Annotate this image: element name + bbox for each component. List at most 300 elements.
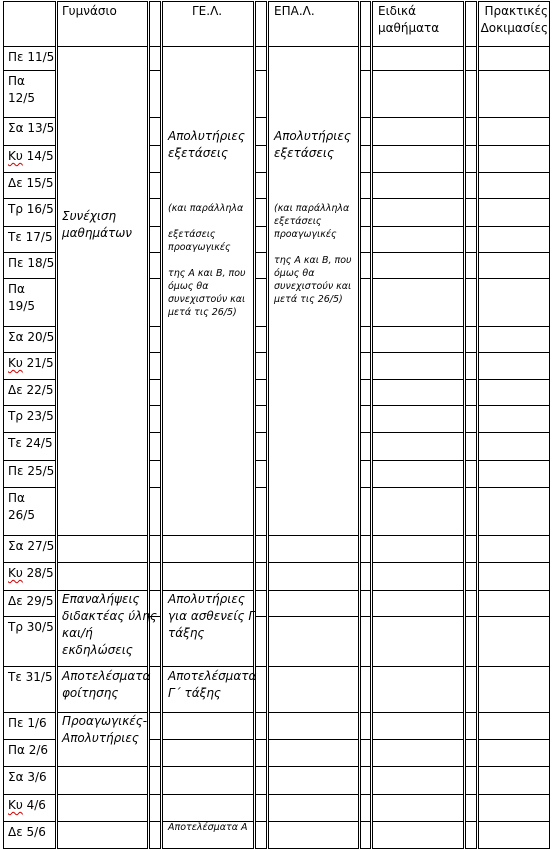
- day-abbrev: Τε: [8, 436, 22, 450]
- g1-cell-right: [160, 460, 161, 488]
- gymnasio-block-right: [147, 535, 148, 563]
- pra-cell-left: [478, 326, 479, 353]
- pra-cell-left: [478, 666, 479, 713]
- g4-cell-left: [465, 352, 466, 380]
- date-cell-left: [3, 117, 4, 146]
- day-abbrev: Τε: [8, 230, 22, 244]
- header-g4-right: [476, 1, 477, 47]
- eid-cell-right: [463, 460, 464, 488]
- eid-cell-right: [463, 432, 464, 461]
- g4-cell-top: [465, 405, 477, 406]
- g4-cell-right: [476, 405, 477, 433]
- header-gel-top: [162, 1, 254, 2]
- g1-cell-right: [160, 616, 161, 667]
- g3-cell-right: [370, 117, 371, 146]
- pra-cell-left: [478, 70, 479, 118]
- epal-block-left: [268, 562, 269, 591]
- g1-cell-left: [149, 226, 150, 253]
- g2-cell-left: [255, 487, 256, 536]
- header-g3-right: [370, 1, 371, 47]
- eid-cell-left: [372, 117, 373, 146]
- g2-cell-top: [255, 46, 267, 47]
- g3-cell-left: [360, 145, 361, 173]
- gel-block-bottom: [162, 848, 254, 849]
- header-gym-top: [57, 1, 148, 2]
- g2-cell-top: [255, 616, 267, 617]
- g2-cell-left: [255, 278, 256, 327]
- gel-block-top: [162, 666, 254, 667]
- day-abbrev: Δε: [8, 825, 23, 839]
- date-value: 13/5: [23, 121, 55, 135]
- g4-cell-right: [476, 487, 477, 536]
- day-abbrev: Δε: [8, 594, 23, 608]
- g2-cell-left: [255, 590, 256, 617]
- eid-cell-right: [463, 46, 464, 71]
- g3-cell-left: [360, 712, 361, 740]
- g4-cell-right: [476, 794, 477, 822]
- gymnasio-block-top: [57, 562, 148, 563]
- gymnasio-block-top: [57, 821, 148, 822]
- date-label: [8, 715, 47, 732]
- date-value: 14/5: [22, 149, 54, 163]
- eid-cell-right: [463, 712, 464, 740]
- pra-cell-left: [478, 198, 479, 227]
- eid-cell-top: [372, 172, 464, 173]
- g4-cell-left: [465, 70, 466, 118]
- g4-cell-top: [465, 198, 477, 199]
- epal-block-left: [268, 794, 269, 822]
- g3-cell-left: [360, 278, 361, 327]
- gel-apotelesmata-a: Αποτελέσματα Α: [168, 822, 248, 833]
- epal-block-top: [268, 535, 359, 536]
- eid-cell-right: [463, 198, 464, 227]
- day-abbrev: Τρ: [8, 409, 23, 423]
- g1-cell-right: [160, 562, 161, 591]
- g4-cell-top: [465, 379, 477, 380]
- g2-cell-right: [266, 145, 267, 173]
- g3-cell-top: [360, 666, 371, 667]
- eid-cell-top: [372, 712, 464, 713]
- g2-cell-left: [255, 145, 256, 173]
- g2-cell-left: [255, 821, 256, 849]
- g1-cell-right: [160, 226, 161, 253]
- g3-cell-top: [360, 198, 371, 199]
- g2-cell-left: [255, 739, 256, 767]
- g4-cell-left: [465, 226, 466, 253]
- g1-cell-right: [160, 252, 161, 279]
- date-value: 17/5: [21, 230, 53, 244]
- gymnasio-synexisi-mathimaton: Συνέχιση μαθημάτων: [62, 209, 133, 240]
- g1-cell-left: [149, 766, 150, 795]
- eid-cell-right: [463, 766, 464, 795]
- g2-cell-top: [255, 821, 267, 822]
- g4-cell-right: [476, 252, 477, 279]
- g2-cell-right: [266, 460, 267, 488]
- date-cell-left: [3, 432, 4, 461]
- g3-cell-left: [360, 821, 361, 849]
- date-cell-top: [3, 252, 56, 253]
- header-g1-right: [160, 1, 161, 47]
- pra-cell-right: [549, 432, 550, 461]
- date-label: [8, 255, 54, 272]
- g4-cell-right: [476, 562, 477, 591]
- date-value: 28/5: [22, 566, 54, 580]
- date-cell-right: [55, 352, 56, 380]
- date-label: [8, 175, 53, 192]
- g1-cell-left: [149, 535, 150, 563]
- eid-cell-left: [372, 352, 373, 380]
- date-cell-top: [3, 739, 56, 740]
- date-cell-left: [3, 666, 4, 713]
- epal-block-bottom: [268, 848, 359, 849]
- g2-cell-left: [255, 712, 256, 740]
- epal-block-top: [268, 46, 359, 47]
- eid-cell-right: [463, 405, 464, 433]
- epal-block-right: [358, 46, 359, 536]
- header-date-right: [55, 1, 56, 47]
- pra-cell-top: [478, 278, 550, 279]
- pra-cell-right: [549, 562, 550, 591]
- g4-cell-right: [476, 766, 477, 795]
- g4-cell-right: [476, 616, 477, 667]
- pra-cell-top: [478, 172, 550, 173]
- g3-cell-left: [360, 198, 361, 227]
- g3-cell-top: [360, 739, 371, 740]
- g1-cell-top: [149, 145, 161, 146]
- g3-cell-right: [370, 821, 371, 849]
- pra-cell-top: [478, 326, 550, 327]
- g2-cell-top: [255, 460, 267, 461]
- epal-block-right: [358, 821, 359, 849]
- g4-cell-top: [465, 487, 477, 488]
- g3-cell-right: [370, 379, 371, 406]
- header-gel: ΓΕ.Λ.: [192, 4, 223, 18]
- pra-cell-left: [478, 535, 479, 563]
- pra-cell-right: [549, 739, 550, 767]
- eid-cell-left: [372, 535, 373, 563]
- date-label: [8, 435, 53, 452]
- pra-cell-top: [478, 739, 550, 740]
- date-cell-left: [3, 352, 4, 380]
- g2-cell-right: [266, 590, 267, 617]
- date-value: 24/5: [21, 436, 53, 450]
- g3-cell-right: [370, 794, 371, 822]
- g3-cell-left: [360, 70, 361, 118]
- eid-cell-left: [372, 766, 373, 795]
- gel-apolytiries-astheneis: Απολυτήριες για ασθενείς Γ τάξης: [168, 592, 256, 640]
- date-cell-right: [55, 172, 56, 199]
- header-g1-left: [149, 1, 150, 47]
- date-value: 23/5: [22, 409, 54, 423]
- g1-cell-left: [149, 46, 150, 71]
- g3-cell-top: [360, 278, 371, 279]
- eid-cell-left: [372, 405, 373, 433]
- g1-cell-right: [160, 172, 161, 199]
- date-cell-top: [3, 590, 56, 591]
- g3-cell-top: [360, 487, 371, 488]
- day-abbrev: Δε: [8, 383, 23, 397]
- eid-cell-left: [372, 278, 373, 327]
- g2-cell-right: [266, 252, 267, 279]
- g1-cell-top: [149, 766, 161, 767]
- g1-cell-left: [149, 70, 150, 118]
- g2-cell-right: [266, 821, 267, 849]
- g3-cell-left: [360, 616, 361, 667]
- date-cell-top: [3, 70, 56, 71]
- epal-parallila-note: (και παράλληλα εξετάσεις προαγωγικές της Α και Β, που όμως θα συνεχιστούν και μετά τις 26/5): [274, 203, 352, 305]
- g4-cell-top: [465, 352, 477, 353]
- g3-cell-top: [360, 226, 371, 227]
- g4-cell-top: [465, 70, 477, 71]
- date-cell-top: [3, 666, 56, 667]
- date-value: 16/5: [22, 202, 54, 216]
- g1-cell-top: [149, 117, 161, 118]
- epal-block-top: [268, 666, 359, 667]
- eid-cell-top: [372, 794, 464, 795]
- g2-cell-top: [255, 562, 267, 563]
- g1-cell-top: [149, 172, 161, 173]
- date-label: [8, 73, 35, 107]
- day-abbrev: Πε: [8, 50, 24, 64]
- g4-cell-top: [465, 46, 477, 47]
- g4-cell-right: [476, 666, 477, 713]
- epal-block-top: [268, 739, 359, 740]
- gymnasio-block-right: [147, 46, 148, 536]
- g4-cell-left: [465, 766, 466, 795]
- pra-cell-right: [549, 70, 550, 118]
- g3-cell-right: [370, 590, 371, 617]
- eid-cell-top: [372, 352, 464, 353]
- epal-block-left: [268, 821, 269, 849]
- g2-cell-left: [255, 379, 256, 406]
- pra-cell-right: [549, 405, 550, 433]
- header-praktikes-dokimasies: Πρακτικές Δοκιμασίες: [480, 4, 548, 35]
- pra-cell-left: [478, 405, 479, 433]
- g3-cell-right: [370, 712, 371, 740]
- gymnasio-block-left: [57, 46, 58, 536]
- g3-cell-left: [360, 172, 361, 199]
- eid-cell-top: [372, 432, 464, 433]
- g4-cell-top: [465, 278, 477, 279]
- eid-cell-right: [463, 821, 464, 849]
- header-pra-left: [478, 1, 479, 47]
- pra-cell-top: [478, 432, 550, 433]
- pra-cell-left: [478, 794, 479, 822]
- g3-cell-left: [360, 766, 361, 795]
- pra-cell-left: [478, 226, 479, 253]
- day-abbrev: Πα: [8, 282, 25, 296]
- g3-cell-left: [360, 535, 361, 563]
- gymnasio-block-left: [57, 821, 58, 849]
- date-value: 19/5: [8, 299, 35, 313]
- date-cell-bottom: [3, 848, 56, 849]
- pra-cell-top: [478, 616, 550, 617]
- date-label: [8, 229, 53, 246]
- eid-cell-top: [372, 487, 464, 488]
- g3-cell-top: [360, 616, 371, 617]
- g1-cell-top: [149, 487, 161, 488]
- epal-block-right: [358, 739, 359, 767]
- g2-cell-top: [255, 326, 267, 327]
- gymnasio-block-top: [57, 794, 148, 795]
- g1-cell-top: [149, 379, 161, 380]
- date-cell-right: [55, 712, 56, 740]
- gel-block-top: [162, 794, 254, 795]
- g2-cell-right: [266, 562, 267, 591]
- g4-cell-left: [465, 666, 466, 713]
- g4-cell-right: [476, 326, 477, 353]
- date-label: [8, 355, 54, 372]
- gel-block-right: [253, 821, 254, 849]
- header-date-top: [3, 1, 56, 2]
- g4-cell-left: [465, 46, 466, 71]
- date-cell-right: [55, 562, 56, 591]
- g3-cell-right: [370, 278, 371, 327]
- eid-cell-left: [372, 226, 373, 253]
- date-cell-right: [55, 278, 56, 327]
- date-cell-top: [3, 487, 56, 488]
- g4-cell-right: [476, 226, 477, 253]
- day-abbrev: Τρ: [8, 620, 23, 634]
- gel-block-left: [162, 794, 163, 822]
- date-cell-top: [3, 405, 56, 406]
- epal-block-right: [358, 535, 359, 563]
- g4-cell-left: [465, 739, 466, 767]
- g3-cell-top: [360, 460, 371, 461]
- g3-cell-left: [360, 252, 361, 279]
- g2-cell-right: [266, 616, 267, 667]
- g3-cell-right: [370, 46, 371, 71]
- eid-cell-left: [372, 460, 373, 488]
- g3-cell-right: [370, 172, 371, 199]
- g2-cell-right: [266, 326, 267, 353]
- g2-cell-right: [266, 70, 267, 118]
- g1-cell-right: [160, 739, 161, 767]
- g2-cell-left: [255, 326, 256, 353]
- header-epal-right: [358, 1, 359, 47]
- pra-cell-left: [478, 278, 479, 327]
- g1-cell-left: [149, 487, 150, 536]
- g4-cell-right: [476, 278, 477, 327]
- date-value: 21/5: [22, 356, 54, 370]
- gel-block-left: [162, 821, 163, 849]
- g3-cell-left: [360, 794, 361, 822]
- epal-block-top: [268, 712, 359, 713]
- g2-cell-left: [255, 405, 256, 433]
- pra-cell-top: [478, 821, 550, 822]
- header-eid-right: [463, 1, 464, 47]
- eid-cell-right: [463, 252, 464, 279]
- g4-cell-left: [465, 535, 466, 563]
- g2-cell-left: [255, 352, 256, 380]
- g1-cell-left: [149, 821, 150, 849]
- g2-cell-left: [255, 766, 256, 795]
- g3-cell-right: [370, 766, 371, 795]
- g2-cell-right: [266, 487, 267, 536]
- g1-cell-top: [149, 198, 161, 199]
- g2-cell-top: [255, 405, 267, 406]
- g3-cell-right: [370, 616, 371, 667]
- eid-cell-left: [372, 739, 373, 767]
- pra-cell-right: [549, 616, 550, 667]
- g4-cell-left: [465, 117, 466, 146]
- eid-cell-left: [372, 666, 373, 713]
- g1-cell-top: [149, 432, 161, 433]
- eid-cell-left: [372, 46, 373, 71]
- day-abbrev: Πε: [8, 256, 24, 270]
- header-eidika-mathimata: Ειδικά μαθήματα: [378, 4, 440, 35]
- gymnasio-epanalipseis: Επαναλήψεις διδακτέας ύλης και/ή εκδηλώσεις: [62, 592, 157, 657]
- epal-block-top: [268, 590, 359, 591]
- header-epal: ΕΠΑ.Λ.: [274, 4, 315, 18]
- date-cell-left: [3, 766, 4, 795]
- g4-cell-top: [465, 666, 477, 667]
- date-value: 26/5: [8, 508, 35, 522]
- eid-cell-left: [372, 198, 373, 227]
- g4-cell-left: [465, 712, 466, 740]
- g2-cell-top: [255, 379, 267, 380]
- header-g2-top: [255, 1, 267, 2]
- date-cell-right: [55, 117, 56, 146]
- pra-cell-left: [478, 739, 479, 767]
- eid-cell-right: [463, 117, 464, 146]
- g3-cell-right: [370, 252, 371, 279]
- date-label: [8, 120, 54, 137]
- g3-cell-top: [360, 70, 371, 71]
- epal-block-top: [268, 766, 359, 767]
- g2-cell-left: [255, 535, 256, 563]
- g2-cell-left: [255, 172, 256, 199]
- g4-cell-top: [465, 460, 477, 461]
- date-cell-left: [3, 712, 4, 740]
- header-gym-right: [147, 1, 148, 47]
- eid-cell-right: [463, 487, 464, 536]
- pra-cell-left: [478, 616, 479, 667]
- pra-cell-top: [478, 535, 550, 536]
- date-cell-left: [3, 405, 4, 433]
- header-epal-left: [268, 1, 269, 47]
- gel-apolytiries-exetaseis: Απολυτήριες εξετάσεις: [168, 129, 245, 160]
- header-g1-top: [149, 1, 161, 2]
- g2-cell-right: [266, 226, 267, 253]
- date-cell-right: [55, 590, 56, 617]
- g2-cell-right: [266, 766, 267, 795]
- date-cell-left: [3, 590, 4, 617]
- g1-cell-left: [149, 172, 150, 199]
- pra-cell-top: [478, 766, 550, 767]
- pra-cell-right: [549, 794, 550, 822]
- pra-cell-top: [478, 379, 550, 380]
- day-abbrev: Δε: [8, 176, 23, 190]
- eid-cell-left: [372, 712, 373, 740]
- day-abbrev: Κυ: [8, 566, 23, 580]
- gel-block-left: [162, 766, 163, 795]
- eid-cell-right: [463, 794, 464, 822]
- pra-cell-left: [478, 379, 479, 406]
- day-abbrev: Πα: [8, 491, 25, 505]
- date-value: 18/5: [23, 256, 55, 270]
- g2-cell-right: [266, 535, 267, 563]
- eid-cell-left: [372, 616, 373, 667]
- date-label: [8, 408, 54, 425]
- g1-cell-bottom: [149, 848, 161, 849]
- date-cell-right: [55, 821, 56, 849]
- g1-cell-top: [149, 535, 161, 536]
- g1-cell-left: [149, 794, 150, 822]
- date-cell-right: [55, 666, 56, 713]
- g3-cell-right: [370, 198, 371, 227]
- header-gel-right: [253, 1, 254, 47]
